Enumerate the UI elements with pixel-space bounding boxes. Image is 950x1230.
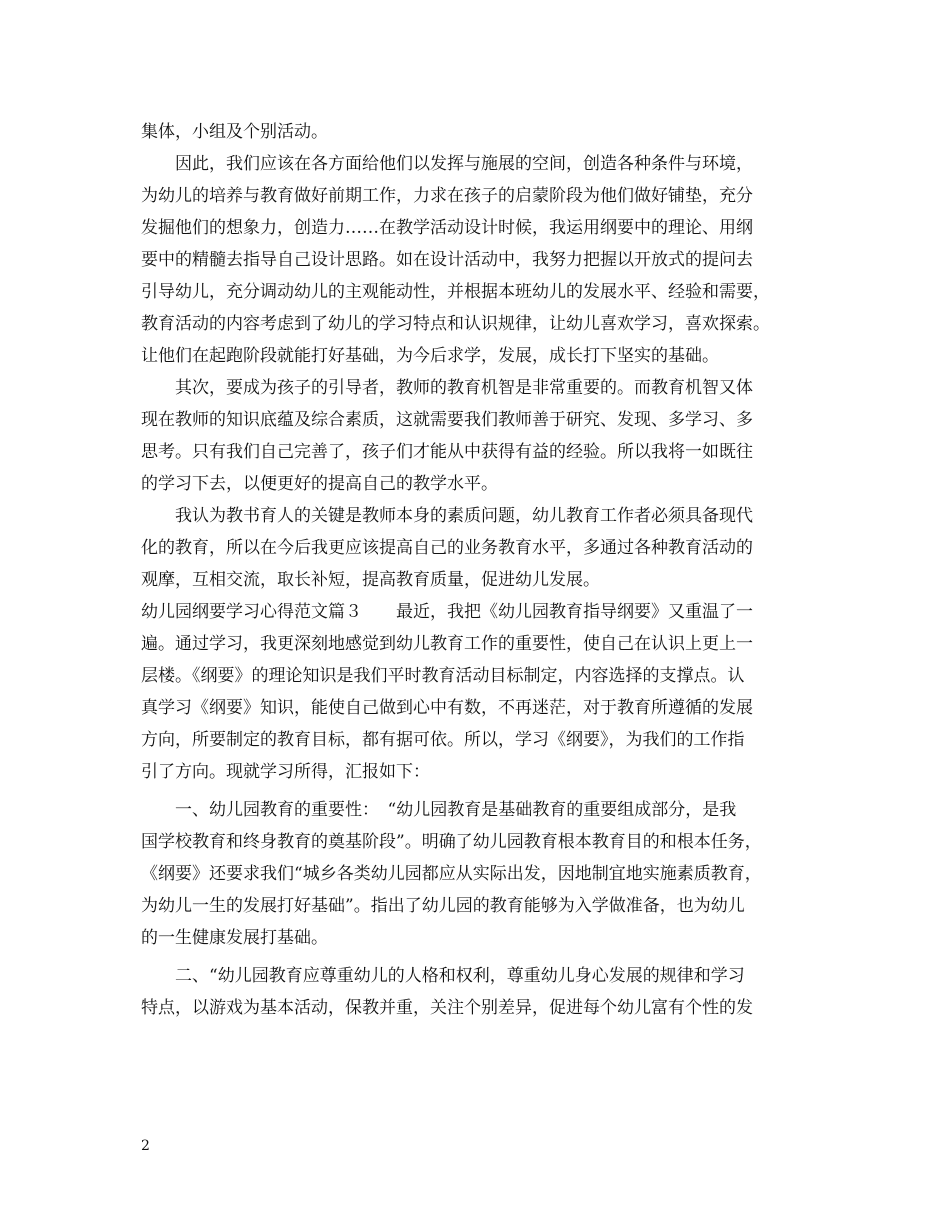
text-line: 化的教育，所以在今后我更应该提高自己的业务教育水平，多通过各种教育活动的 [141,538,753,558]
text-line: 遍。通过学习，我更深刻地感觉到幼儿教育工作的重要性，使自己在认识上更上一 [141,634,753,654]
text-line: 引了方向。现就学习所得，汇报如下： [141,762,430,782]
text-line: 为幼儿一生的发展打好基础”。指出了幼儿园的教育能够为入学做准备，也为幼儿 [141,896,745,916]
text-line: 因此，我们应该在各方面给他们以发挥与施展的空间，创造各种条件与环境， [141,154,753,174]
text-line: 国学校教育和终身教育的奠基阶段”。明确了幼儿园教育根本教育目的和根本任务， [141,832,762,852]
text-line: 层楼。《纲要》的理论知识是我们平时教育活动目标制定，内容选择的支撑点。认 [141,666,745,686]
page-number: 2 [141,1138,150,1154]
text-line: 引导幼儿，充分调动幼儿的主观能动性，并根据本班幼儿的发展水平、经验和需要， [141,282,770,302]
text-line: 让他们在起跑阶段就能打好基础，为今后求学，发展，成长打下坚实的基础。 [141,346,719,366]
text-line: 思考。只有我们自己完善了，孩子们才能从中获得有益的经验。所以我将一如既往 [141,442,753,462]
text-line: 《纲要》还要求我们“城乡各类幼儿园都应从实际出发，因地制宜地实施素质教育， [141,864,762,884]
section-heading-line: 幼儿园纲要学习心得范文篇３ 最近，我把《幼儿园教育指导纲要》又重温了一 [141,602,753,622]
body-text [141,116,811,1024]
text-line: 为幼儿的培养与教育做好前期工作，力求在孩子的启蒙阶段为他们做好铺垫，充分 [141,186,753,206]
text-line: 二、“幼儿园教育应尊重幼儿的人格和权利，尊重幼儿身心发展的规律和学习 [141,966,745,986]
text-line: 教育活动的内容考虑到了幼儿的学习特点和认识规律，让幼儿喜欢学习，喜欢探索。 [141,314,770,334]
text-line: 要中的精髓去指导自己设计思路。如在设计活动中，我努力把握以开放式的提问去 [141,250,753,270]
text-line: 的学习下去，以便更好的提高自己的教学水平。 [141,474,498,494]
text-line: 的一生健康发展打基础。 [141,928,328,948]
text-line: 真学习《纲要》知识，能使自己做到心中有数，不再迷茫，对于教育所遵循的发展 [141,698,753,718]
text-line: 现在教师的知识底蕴及综合素质，这就需要我们教师善于研究、发现、多学习、多 [141,410,753,430]
text-line: 发掘他们的想象力，创造力……在教学活动设计时候，我运用纲要中的理论、用纲 [141,218,753,238]
text-line: 观摩，互相交流，取长补短，提高教育质量，促进幼儿发展。 [141,570,600,590]
text-line: 一、幼儿园教育的重要性： “幼儿园教育是基础教育的重要组成部分，是我 [141,800,737,820]
text-line: 特点，以游戏为基本活动，保教并重，关注个别差异，促进每个幼儿富有个性的发 [141,998,753,1018]
text-line: 我认为教书育人的关键是教师本身的素质问题，幼儿教育工作者必须具备现代 [141,506,753,526]
text-line: 集体，小组及个别活动。 [141,122,328,142]
text-line: 方向，所要制定的教育目标，都有据可依。所以，学习《纲要》，为我们的工作指 [141,730,745,750]
text-line: 其次，要成为孩子的引导者，教师的教育机智是非常重要的。而教育机智又体 [141,378,753,398]
